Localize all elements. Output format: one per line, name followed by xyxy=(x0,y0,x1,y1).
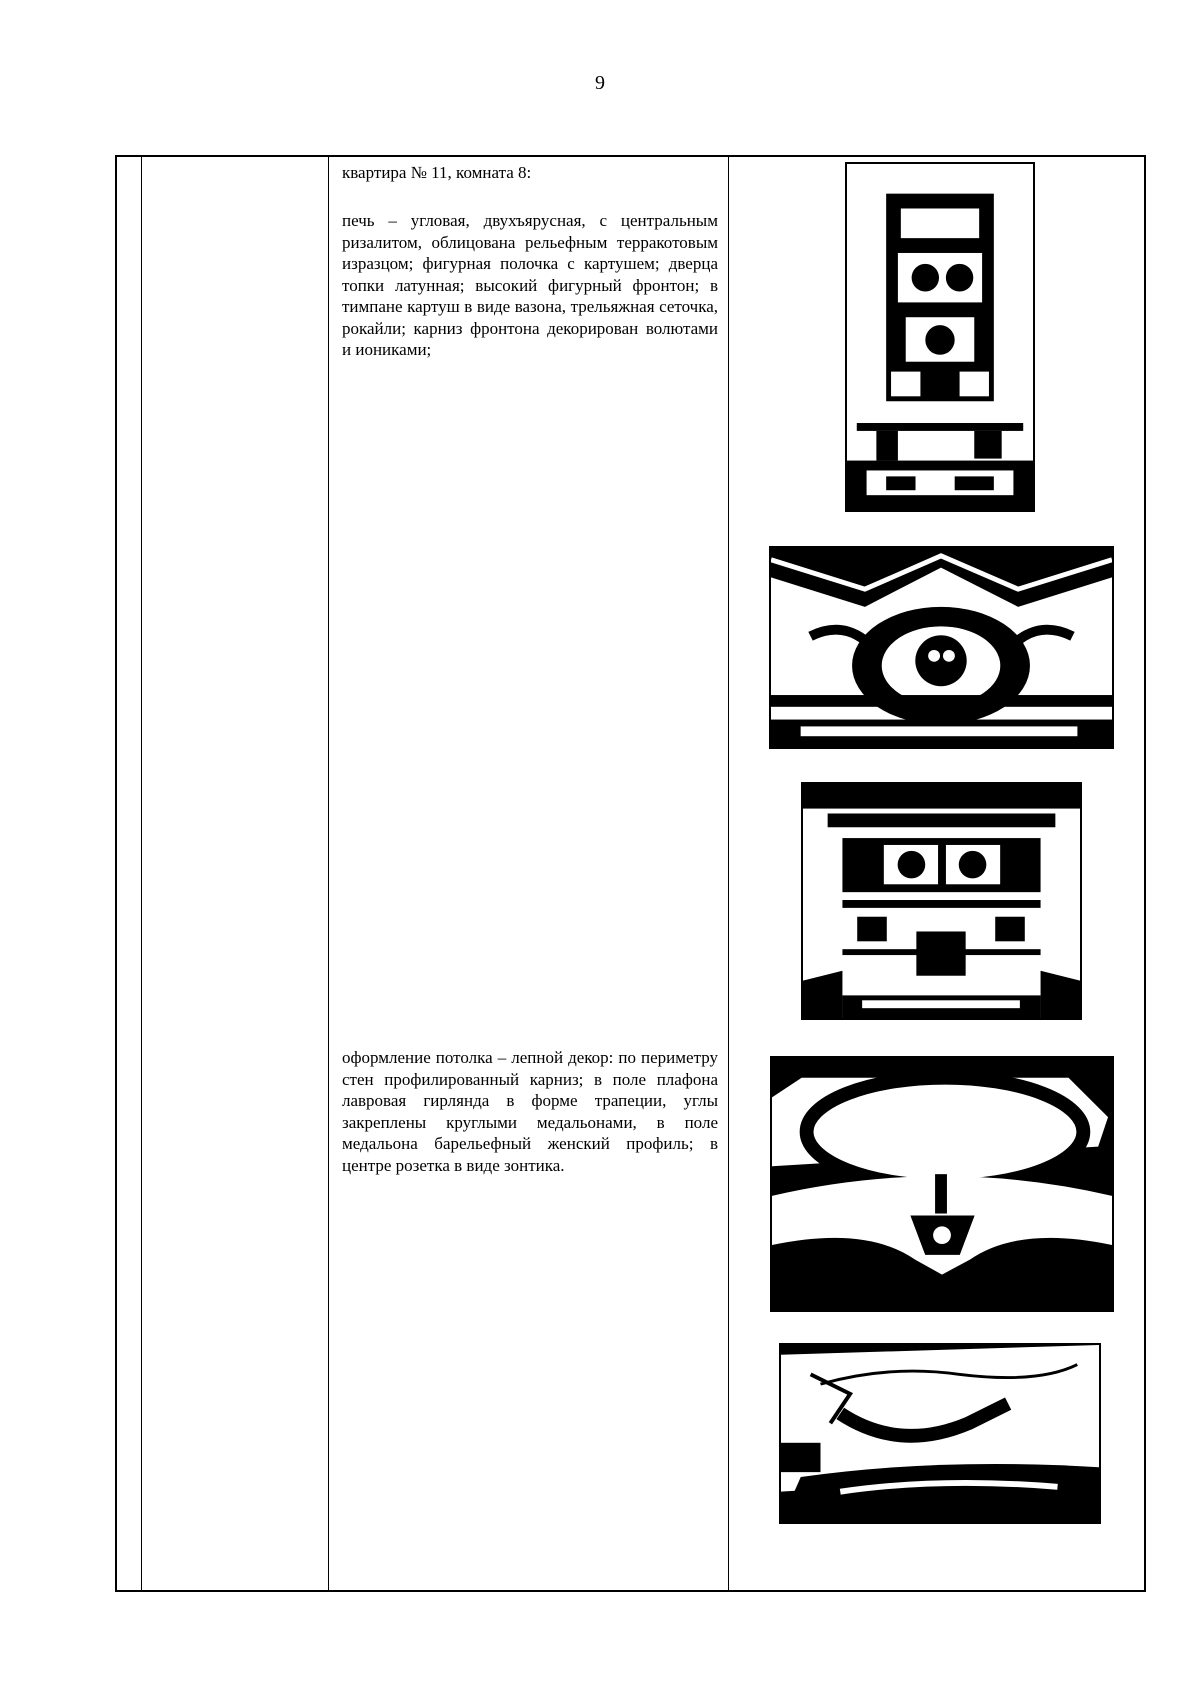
page-number: 9 xyxy=(595,72,605,94)
document-table xyxy=(115,155,1146,1592)
stove-upper-tier-photo xyxy=(801,782,1082,1020)
ceiling-description: оформление потолка – лепной декор: по периметру стен профилированный карниз; в поле плафона лавровая гирлянда в форме трапеции, углы закреплены круглыми медальонами, в поле медальона барельефный женский профиль; в центре розетка в виде зонтика. xyxy=(342,1048,718,1175)
ceiling-photo-detail xyxy=(779,1343,1101,1524)
column-divider xyxy=(328,157,329,1590)
stove-description: печь – угловая, двухъярусная, с центральным ризалитом, облицована рельефным терракотовым изразцом; фигурная полочка с картушем; дверца топки латунная; высокий фигурный фронтон; в тимпане картуш в виде вазона, трельяжная сеточка, рокайли; карниз фронтона декорирован волютами и иониками; xyxy=(342,211,718,359)
column-divider xyxy=(728,157,729,1590)
column-divider xyxy=(141,157,142,1590)
apartment-heading: квартира № 11, комната 8: xyxy=(342,163,532,182)
stove-photo-full xyxy=(845,162,1035,512)
stove-fronton-photo xyxy=(769,546,1114,749)
ceiling-photo-garland xyxy=(770,1056,1114,1312)
